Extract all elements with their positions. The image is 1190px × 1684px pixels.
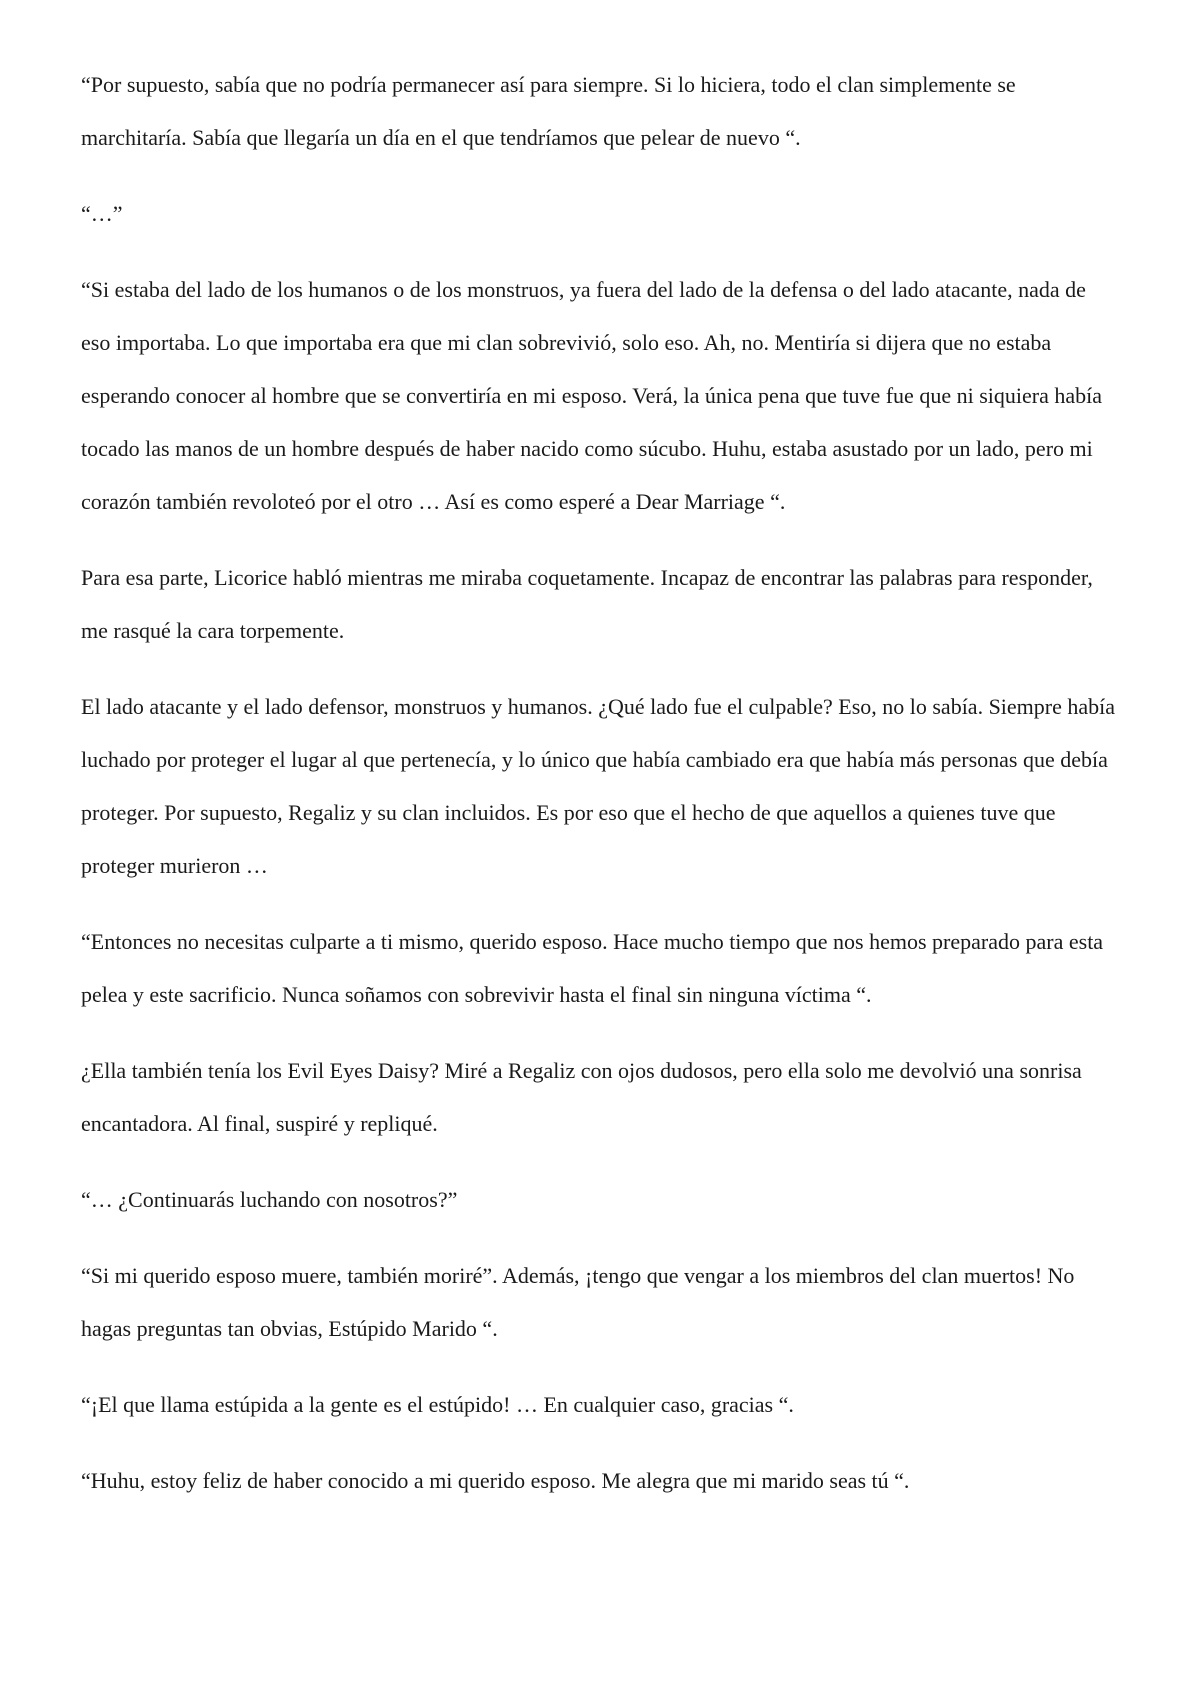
paragraph: “Por supuesto, sabía que no podría permanecer así para siempre. Si lo hiciera, todo el clan simplemente se marchitaría. Sabía que llegaría un día en el que tendríamos que pelear de nuevo “.	[81, 72, 1016, 150]
paragraph: “¡El que llama estúpida a la gente es el estúpido! … En cualquier caso, gracias “.	[81, 1392, 794, 1417]
paragraph: Para esa parte, Licorice habló mientras me miraba coquetamente. Incapaz de encontrar las palabras para responder, me rasqué la cara torpemente.	[81, 565, 1093, 643]
paragraph: “Si mi querido esposo muere, también moriré”. Además, ¡tengo que vengar a los miembros del clan muertos! No hagas preguntas tan obvias, Estúpido Marido “.	[81, 1263, 1075, 1341]
paragraph: “… ¿Continuarás luchando con nosotros?”	[81, 1187, 458, 1212]
paragraph: “Huhu, estoy feliz de haber conocido a mi querido esposo. Me alegra que mi marido seas tú “.	[81, 1468, 910, 1493]
paragraph: ¿Ella también tenía los Evil Eyes Daisy? Miré a Regaliz con ojos dudosos, pero ella solo me devolvió una sonrisa encantadora. Al final, suspiré y repliqué.	[81, 1058, 1082, 1136]
paragraph: “Si estaba del lado de los humanos o de los monstruos, ya fuera del lado de la defensa o del lado atacante, nada de eso importaba. Lo que importaba era que mi clan sobrevivió, solo eso. Ah, no. Mentiría si dijera que no estaba esperando conocer al hombre que se convertiría en mi esposo. Verá, la única pena que tuve fue que ni siquiera había tocado las manos de un hombre después de haber nacido como súcubo. Huhu, estaba asustado por un lado, pero mi corazón también revoloteó por el otro … Así es como esperé a Dear Marriage “.	[81, 277, 1102, 514]
paragraph: “…”	[81, 201, 123, 226]
paragraph: El lado atacante y el lado defensor, monstruos y humanos. ¿Qué lado fue el culpable? Eso, no lo sabía. Siempre había luchado por proteger el lugar al que pertenecía, y lo único que había cambiado era que había más personas que debía proteger. Por supuesto, Regaliz y su clan incluidos. Es por eso que el hecho de que aquellos a quienes tuve que proteger murieron …	[81, 694, 1116, 878]
paragraph: “Entonces no necesitas culparte a ti mismo, querido esposo. Hace mucho tiempo que nos hemos preparado para esta pelea y este sacrificio. Nunca soñamos con sobrevivir hasta el final sin ninguna víctima “.	[81, 929, 1104, 1007]
document-body	[81, 58, 1116, 1530]
